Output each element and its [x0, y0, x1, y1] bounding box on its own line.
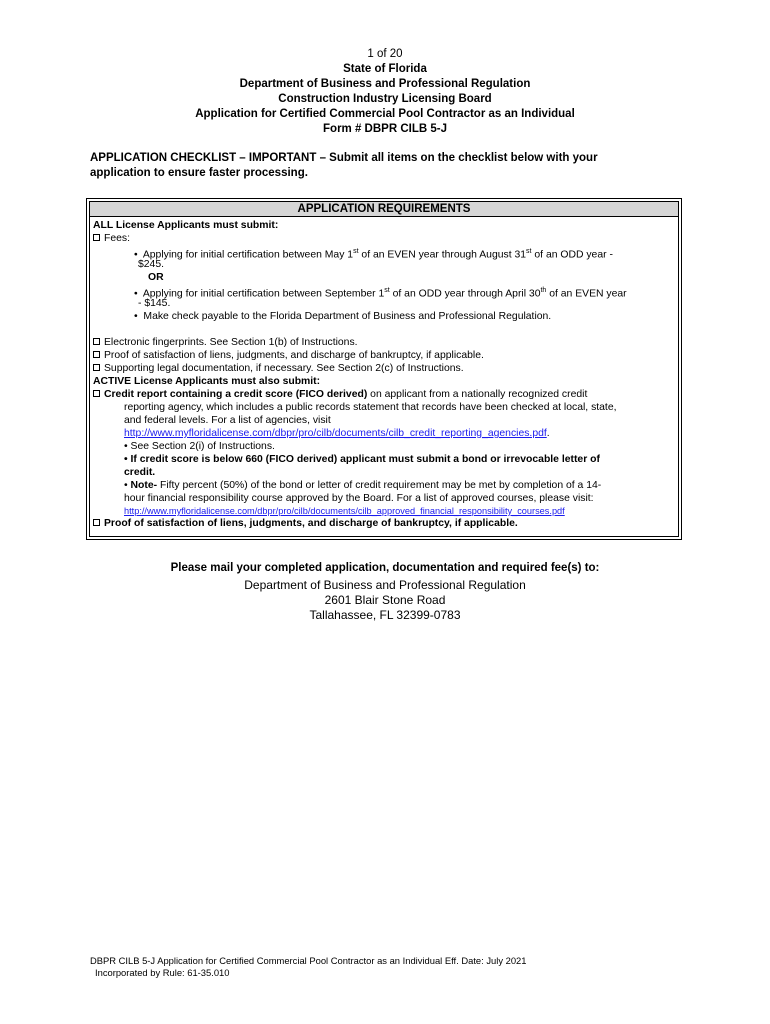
fee2-text-c: of an EVEN year	[546, 288, 627, 300]
form-header	[0, 47, 770, 137]
mail-address-line-1: Department of Business and Professional Regulation	[244, 578, 526, 592]
all-applicants-heading: ALL License Applicants must submit:	[93, 220, 279, 231]
fee2-amount: - $145.	[138, 298, 171, 309]
bullet-icon: •	[134, 311, 138, 322]
bullet-icon: •	[124, 441, 128, 452]
note-line-2: hour financial responsibility course approved by the Board. For a list of approved courses, please visit:	[124, 493, 594, 504]
fee1-amount: $245.	[138, 259, 165, 270]
fees-item	[93, 232, 130, 245]
active-applicants-heading: ACTIVE License Applicants must also submit:	[93, 376, 321, 387]
checkbox-icon	[93, 234, 100, 241]
department-name: Department of Business and Professional Regulation	[239, 78, 531, 90]
state-name: State of Florida	[343, 63, 427, 75]
approved-courses-link[interactable]: http://www.myfloridalicense.com/dbpr/pro/cilb/documents/cilb_approved_financial_responsibility_courses.pdf	[124, 506, 565, 516]
check-payable	[134, 310, 551, 323]
credit-rest-text: on applicant from a nationally recognized credit	[367, 389, 588, 400]
fee2-text-b: of an ODD year through April 30	[389, 288, 541, 300]
check-payable-text: Make check payable to the Florida Department of Business and Professional Regulation.	[143, 311, 552, 322]
credit-line-2: reporting agency, which includes a public records statement that records have been checked at local, state,	[124, 402, 617, 413]
note-line-1: Fifty percent (50%) of the bond or letter of credit requirement may be met by completion of a 14-	[157, 480, 602, 491]
credit-link-end: .	[546, 428, 550, 439]
credit-report-item	[93, 388, 587, 401]
fee2-sup-1: st	[384, 287, 390, 294]
active-liens-item	[93, 517, 518, 530]
fee1-text-b: of an EVEN year through August 31	[358, 249, 527, 261]
checkbox-icon	[93, 390, 100, 397]
legal-docs-item	[93, 362, 464, 375]
credit-line-3: and federal levels. For a list of agencies, visit	[124, 415, 331, 426]
see-section-item	[124, 440, 275, 453]
fico-line-2: credit.	[124, 467, 156, 478]
checkbox-icon	[93, 519, 100, 526]
fee1-sup-1: st	[353, 248, 359, 255]
fee1-text-a: Applying for initial certification between May 1	[142, 249, 354, 261]
bullet-icon: •	[124, 454, 128, 465]
fingerprints-item	[93, 336, 358, 349]
bullet-icon: •	[134, 249, 138, 261]
fee1-text-c: of an ODD year -	[531, 249, 613, 261]
requirements-inner	[89, 201, 679, 537]
fee2-sup-2: th	[540, 287, 547, 294]
checkbox-icon	[93, 351, 100, 358]
footer-line-2: Incorporated by Rule: 61-35.010	[95, 967, 230, 978]
bullet-icon: •	[134, 288, 138, 300]
see-section-text: See Section 2(i) of Instructions.	[130, 441, 275, 452]
fees-label: Fees:	[104, 233, 130, 244]
or-separator: OR	[148, 272, 164, 283]
mail-heading: Please mail your completed application, documentation and required fee(s) to:	[170, 562, 600, 574]
credit-bold-text: Credit report containing a credit score (FICO derived)	[104, 389, 368, 400]
liens-text: Proof of satisfaction of liens, judgments, and discharge of bankruptcy, if applicable.	[104, 350, 484, 361]
form-number: Form # DBPR CILB 5-J	[323, 123, 447, 135]
fee-option-1	[134, 245, 613, 261]
bullet-icon: •	[124, 480, 128, 491]
checkbox-icon	[93, 364, 100, 371]
mail-address-line-3: Tallahassee, FL 32399-0783	[309, 608, 461, 622]
fee2-text-a: Applying for initial certification between September 1	[142, 288, 385, 300]
footer-line-1: DBPR CILB 5-J Application for Certified Commercial Pool Contractor as an Individual Eff. Date: July 2021	[90, 955, 527, 966]
requirements-box	[86, 198, 682, 540]
note-label: Note-	[130, 480, 158, 491]
note-item	[124, 479, 601, 492]
legal-docs-text: Supporting legal documentation, if necessary. See Section 2(c) of Instructions.	[104, 363, 464, 374]
fee1-sup-2: st	[526, 248, 532, 255]
checklist-line-1: APPLICATION CHECKLIST – IMPORTANT – Submit all items on the checklist below with your	[90, 152, 598, 164]
application-title: Application for Certified Commercial Pool Contractor as an Individual	[195, 108, 575, 120]
fico-item	[124, 453, 600, 466]
credit-link-line	[124, 427, 550, 440]
credit-agencies-link[interactable]: http://www.myfloridalicense.com/dbpr/pro/cilb/documents/cilb_credit_reporting_agencies.pdf	[124, 428, 547, 439]
fee-option-2	[134, 284, 627, 300]
page-number: 1 of 20	[367, 48, 403, 60]
checklist-notice	[90, 151, 680, 181]
liens-item	[93, 349, 484, 362]
fico-line-1: If credit score is below 660 (FICO derived) applicant must submit a bond or irrevocable letter of	[130, 454, 600, 465]
checklist-line-2: application to ensure faster processing.	[90, 167, 308, 179]
checkbox-icon	[93, 338, 100, 345]
active-liens-text: Proof of satisfaction of liens, judgments, and discharge of bankruptcy, if applicable.	[104, 518, 518, 529]
requirements-title: APPLICATION REQUIREMENTS	[90, 202, 678, 217]
board-name: Construction Industry Licensing Board	[278, 93, 492, 105]
fingerprints-text: Electronic fingerprints. See Section 1(b) of Instructions.	[104, 337, 358, 348]
mail-address-line-2: 2601 Blair Stone Road	[324, 593, 446, 607]
